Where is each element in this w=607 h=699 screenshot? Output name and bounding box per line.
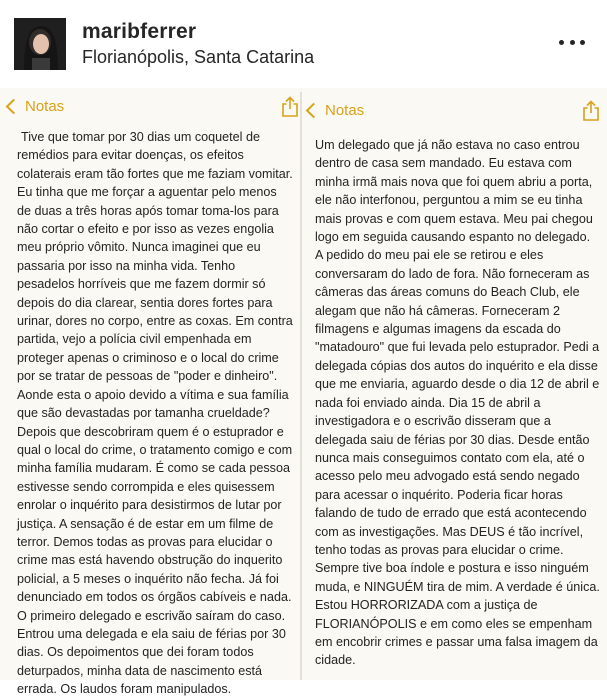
chevron-left-icon (306, 103, 322, 119)
share-icon[interactable] (281, 96, 299, 118)
notes-back-button-right[interactable] (304, 102, 364, 119)
post-header (0, 0, 607, 88)
notes-nav-left (0, 98, 300, 128)
share-icon[interactable] (582, 100, 600, 122)
notes-back-label: Notas (325, 102, 365, 119)
more-options-icon[interactable] (559, 32, 585, 52)
notes-back-label: Notas (25, 98, 65, 115)
avatar[interactable] (14, 18, 66, 70)
column-divider (300, 92, 302, 680)
note-body-left: Tive que tomar por 30 dias um coquetel de remédios para evitar doenças, os efeitos colaterais eram tão fortes que me faziam vomitar. Eu tinha que me forçar a aguentar pelo menos de duas a três horas após tomar toma-los para não cortar o efeito e por isso as vezes engolia meu próprio vômito. Nunca imaginei que eu passaria por isso na minha vida. Tenho pesadelos horríveis que me fazem dormir só depois do dia clarear, sentia dores fortes para urinar, dores no corpo, entre as coxas. Em contra partida, vejo a polícia civil empenhada em proteger apenas o criminoso e o local do crime por se tratar de pessoas de "poder e dinheiro". Aonde esta o apoio devido a vítima e sua família que são devastadas por tamanha crueldade? Depois que descobriram quem é o estuprador e qual o local do crime, o tratamento comigo e com minha família mudaram. É como se cada pessoa estivesse sendo corrompida e eles quisessem enrolar o inquérito para desistirmos de lutar por justiça. A sensação é de estar em um filme de terror. Demos todas as provas para elucidar o crime mas está havendo obstrução do inquerito policial, a 5 meses o inquérito não fecha. Já foi denunciado em todos os órgãos cabíveis e nada. O primeiro delegado e escrivão saíram do caso. Entrou uma delegada e ela saiu de férias por 30 dias. Os depoimentos que dei foram todos deturpados, minha data de nascimento está errada. Os laudos foram manipulados. (17, 130, 293, 697)
note-body-right: Um delegado que já não estava no caso entrou dentro de casa sem mandado. Eu estava com minha irmã mais nova que foi quem abriu a porta, ele não interfonou, perguntou a mim se eu tinha mais provas e com quem estava. Meu pai chegou logo em seguida causando espanto no delegado. A pedido do meu pai ele se retirou e eles conversaram do lado de fora. Não forneceram as câmeras das áreas comuns do Beach Club, ele alegam que não há câmeras. Forneceram 2 filmagens e algumas imagens da escada do "matadouro" que fui levada pelo estuprador. Pedi a delegada cópias dos autos do inquérito e ela disse que me enviaria, aguardo desde o dia 12 de abril e nada foi enviado ainda. Dia 15 de abril a investigadora e o escrivão disseram que a delegada saiu de férias por 30 dias. Desde então nunca mais conseguimos contato com ela, até o acesso pelo meu advogado está sendo negado para acessar o inquérito. Poderia ficar horas falando de tudo de errado que está acontecendo com as investigações. Mas DEUS é tão incrível, tenho todas as provas para elucidar o crime. Sempre tive boa índole e postura e isso ninguém muda, e NINGUÉM tira de mim. A verdade é única. Estou HORRORIZADA com a justiça de FLORIANÓPOLIS e em como eles se empenham em encobrir crimes e passar uma falsa imagem da cidade. (315, 138, 600, 668)
notes-nav-right (302, 102, 607, 132)
chevron-left-icon (6, 99, 22, 115)
avatar-photo (14, 18, 66, 70)
notes-back-button-left[interactable] (4, 98, 64, 115)
username[interactable]: maribferrer (82, 20, 197, 43)
location[interactable]: Florianópolis, Santa Catarina (82, 47, 315, 67)
